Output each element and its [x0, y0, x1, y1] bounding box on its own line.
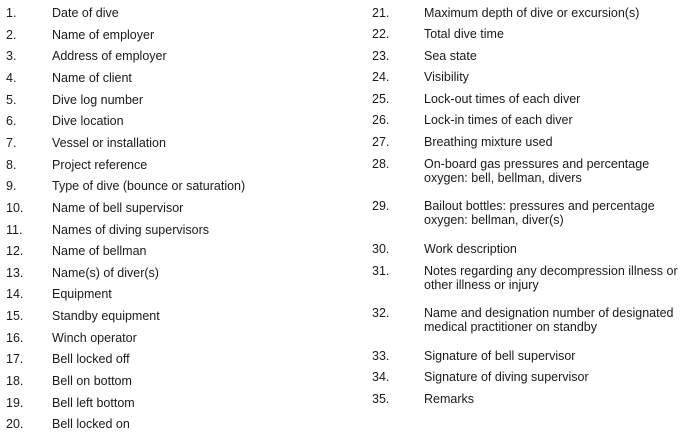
item-text: On-board gas pressures and percentage oxygen: bell, bellman, divers: [424, 157, 650, 185]
item-text: Date of dive: [52, 6, 119, 20]
item-text: Remarks: [424, 392, 475, 406]
item-number: 30.: [372, 242, 390, 256]
list-item: [6, 49, 336, 63]
item-text: Bailout bottles: pressures and percentage oxygen: bellman, diver(s): [424, 199, 655, 227]
item-text: Type of dive (bounce or saturation): [52, 179, 246, 193]
item-text: Bell locked off: [52, 352, 130, 366]
list-item: [6, 331, 336, 345]
item-number: 21.: [372, 6, 390, 20]
item-number: 23.: [372, 49, 390, 63]
item-text: Project reference: [52, 158, 148, 172]
item-text: Maximum depth of dive or excursion(s): [424, 6, 640, 20]
item-number: 35.: [372, 392, 390, 406]
item-text: Name(s) of diver(s): [52, 266, 159, 280]
item-number: 8.: [6, 158, 17, 172]
item-number: 32.: [372, 306, 390, 320]
item-number: 18.: [6, 374, 24, 388]
item-number: 13.: [6, 266, 24, 280]
item-text: Equipment: [52, 287, 112, 301]
list-item: [6, 28, 336, 42]
list-item: [372, 92, 690, 106]
list-item: [6, 6, 336, 20]
list-item: [372, 264, 690, 292]
list-item: [6, 158, 336, 172]
item-number: 26.: [372, 113, 390, 127]
list-item: [6, 309, 336, 323]
item-number: 3.: [6, 49, 17, 63]
item-number: 19.: [6, 396, 24, 410]
item-number: 17.: [6, 352, 24, 366]
list-item: [6, 223, 336, 237]
list-item: [372, 113, 690, 127]
list-item: [6, 374, 336, 388]
list-item: [6, 244, 336, 258]
item-text: Vessel or installation: [52, 136, 166, 150]
item-number: 10.: [6, 201, 24, 215]
item-text: Names of diving supervisors: [52, 223, 210, 237]
list-item: [372, 49, 690, 63]
item-text: Signature of bell supervisor: [424, 349, 576, 363]
list-item: [6, 287, 336, 301]
item-text: Sea state: [424, 49, 477, 63]
item-text: Lock-out times of each diver: [424, 92, 581, 106]
item-text: Name of bellman: [52, 244, 147, 258]
item-text: Bell on bottom: [52, 374, 132, 388]
item-number: 9.: [6, 179, 17, 193]
item-number: 33.: [372, 349, 390, 363]
list-item: [6, 417, 336, 431]
list-item: [372, 70, 690, 84]
list-item: [6, 396, 336, 410]
list-item: [372, 370, 690, 384]
item-text: Address of employer: [52, 49, 167, 63]
list-item: [6, 266, 336, 280]
item-text: Name of employer: [52, 28, 155, 42]
item-number: 31.: [372, 264, 390, 278]
item-number: 20.: [6, 417, 24, 431]
list-item: [6, 136, 336, 150]
list-item: [372, 199, 690, 227]
list-item: [372, 306, 690, 334]
item-text: Bell locked on: [52, 417, 130, 431]
item-text: Dive location: [52, 114, 124, 128]
item-number: 4.: [6, 71, 17, 85]
item-number: 16.: [6, 331, 24, 345]
item-number: 7.: [6, 136, 17, 150]
item-text: Name of bell supervisor: [52, 201, 184, 215]
item-number: 11.: [6, 223, 23, 237]
item-number: 12.: [6, 244, 24, 258]
list-item: [6, 114, 336, 128]
item-text: Name of client: [52, 71, 132, 85]
item-text: Bell left bottom: [52, 396, 135, 410]
item-text: Visibility: [424, 70, 469, 84]
item-number: 27.: [372, 135, 390, 149]
list-item: [372, 6, 690, 20]
item-number: 24.: [372, 70, 390, 84]
item-text: Winch operator: [52, 331, 137, 345]
item-number: 22.: [372, 27, 390, 41]
item-number: 15.: [6, 309, 24, 323]
item-text: Dive log number: [52, 93, 144, 107]
item-number: 34.: [372, 370, 390, 384]
item-number: 2.: [6, 28, 17, 42]
list-item: [372, 27, 690, 41]
item-number: 14.: [6, 287, 24, 301]
item-text: Standby equipment: [52, 309, 160, 323]
list-item: [372, 349, 690, 363]
list-item: [372, 135, 690, 149]
item-number: 28.: [372, 157, 390, 171]
list-item: [6, 179, 336, 193]
item-number: 5.: [6, 93, 17, 107]
list-item: [6, 352, 336, 366]
list-item: [6, 93, 336, 107]
list-item: [372, 242, 690, 256]
list-item: [6, 71, 336, 85]
item-number: 6.: [6, 114, 17, 128]
list-item: [372, 157, 690, 185]
list-item: [372, 392, 690, 406]
item-text: Signature of diving supervisor: [424, 370, 589, 384]
list-item: [6, 201, 336, 215]
item-number: 1.: [6, 6, 17, 20]
item-text: Work description: [424, 242, 517, 256]
item-text: Total dive time: [424, 27, 504, 41]
item-number: 29.: [372, 199, 390, 213]
item-text: Name and designation number of designated medical practitioner on standby: [424, 306, 674, 334]
item-text: Lock-in times of each diver: [424, 113, 573, 127]
item-text: Breathing mixture used: [424, 135, 553, 149]
item-text: Notes regarding any decompression illness or other illness or injury: [424, 264, 678, 292]
item-number: 25.: [372, 92, 390, 106]
